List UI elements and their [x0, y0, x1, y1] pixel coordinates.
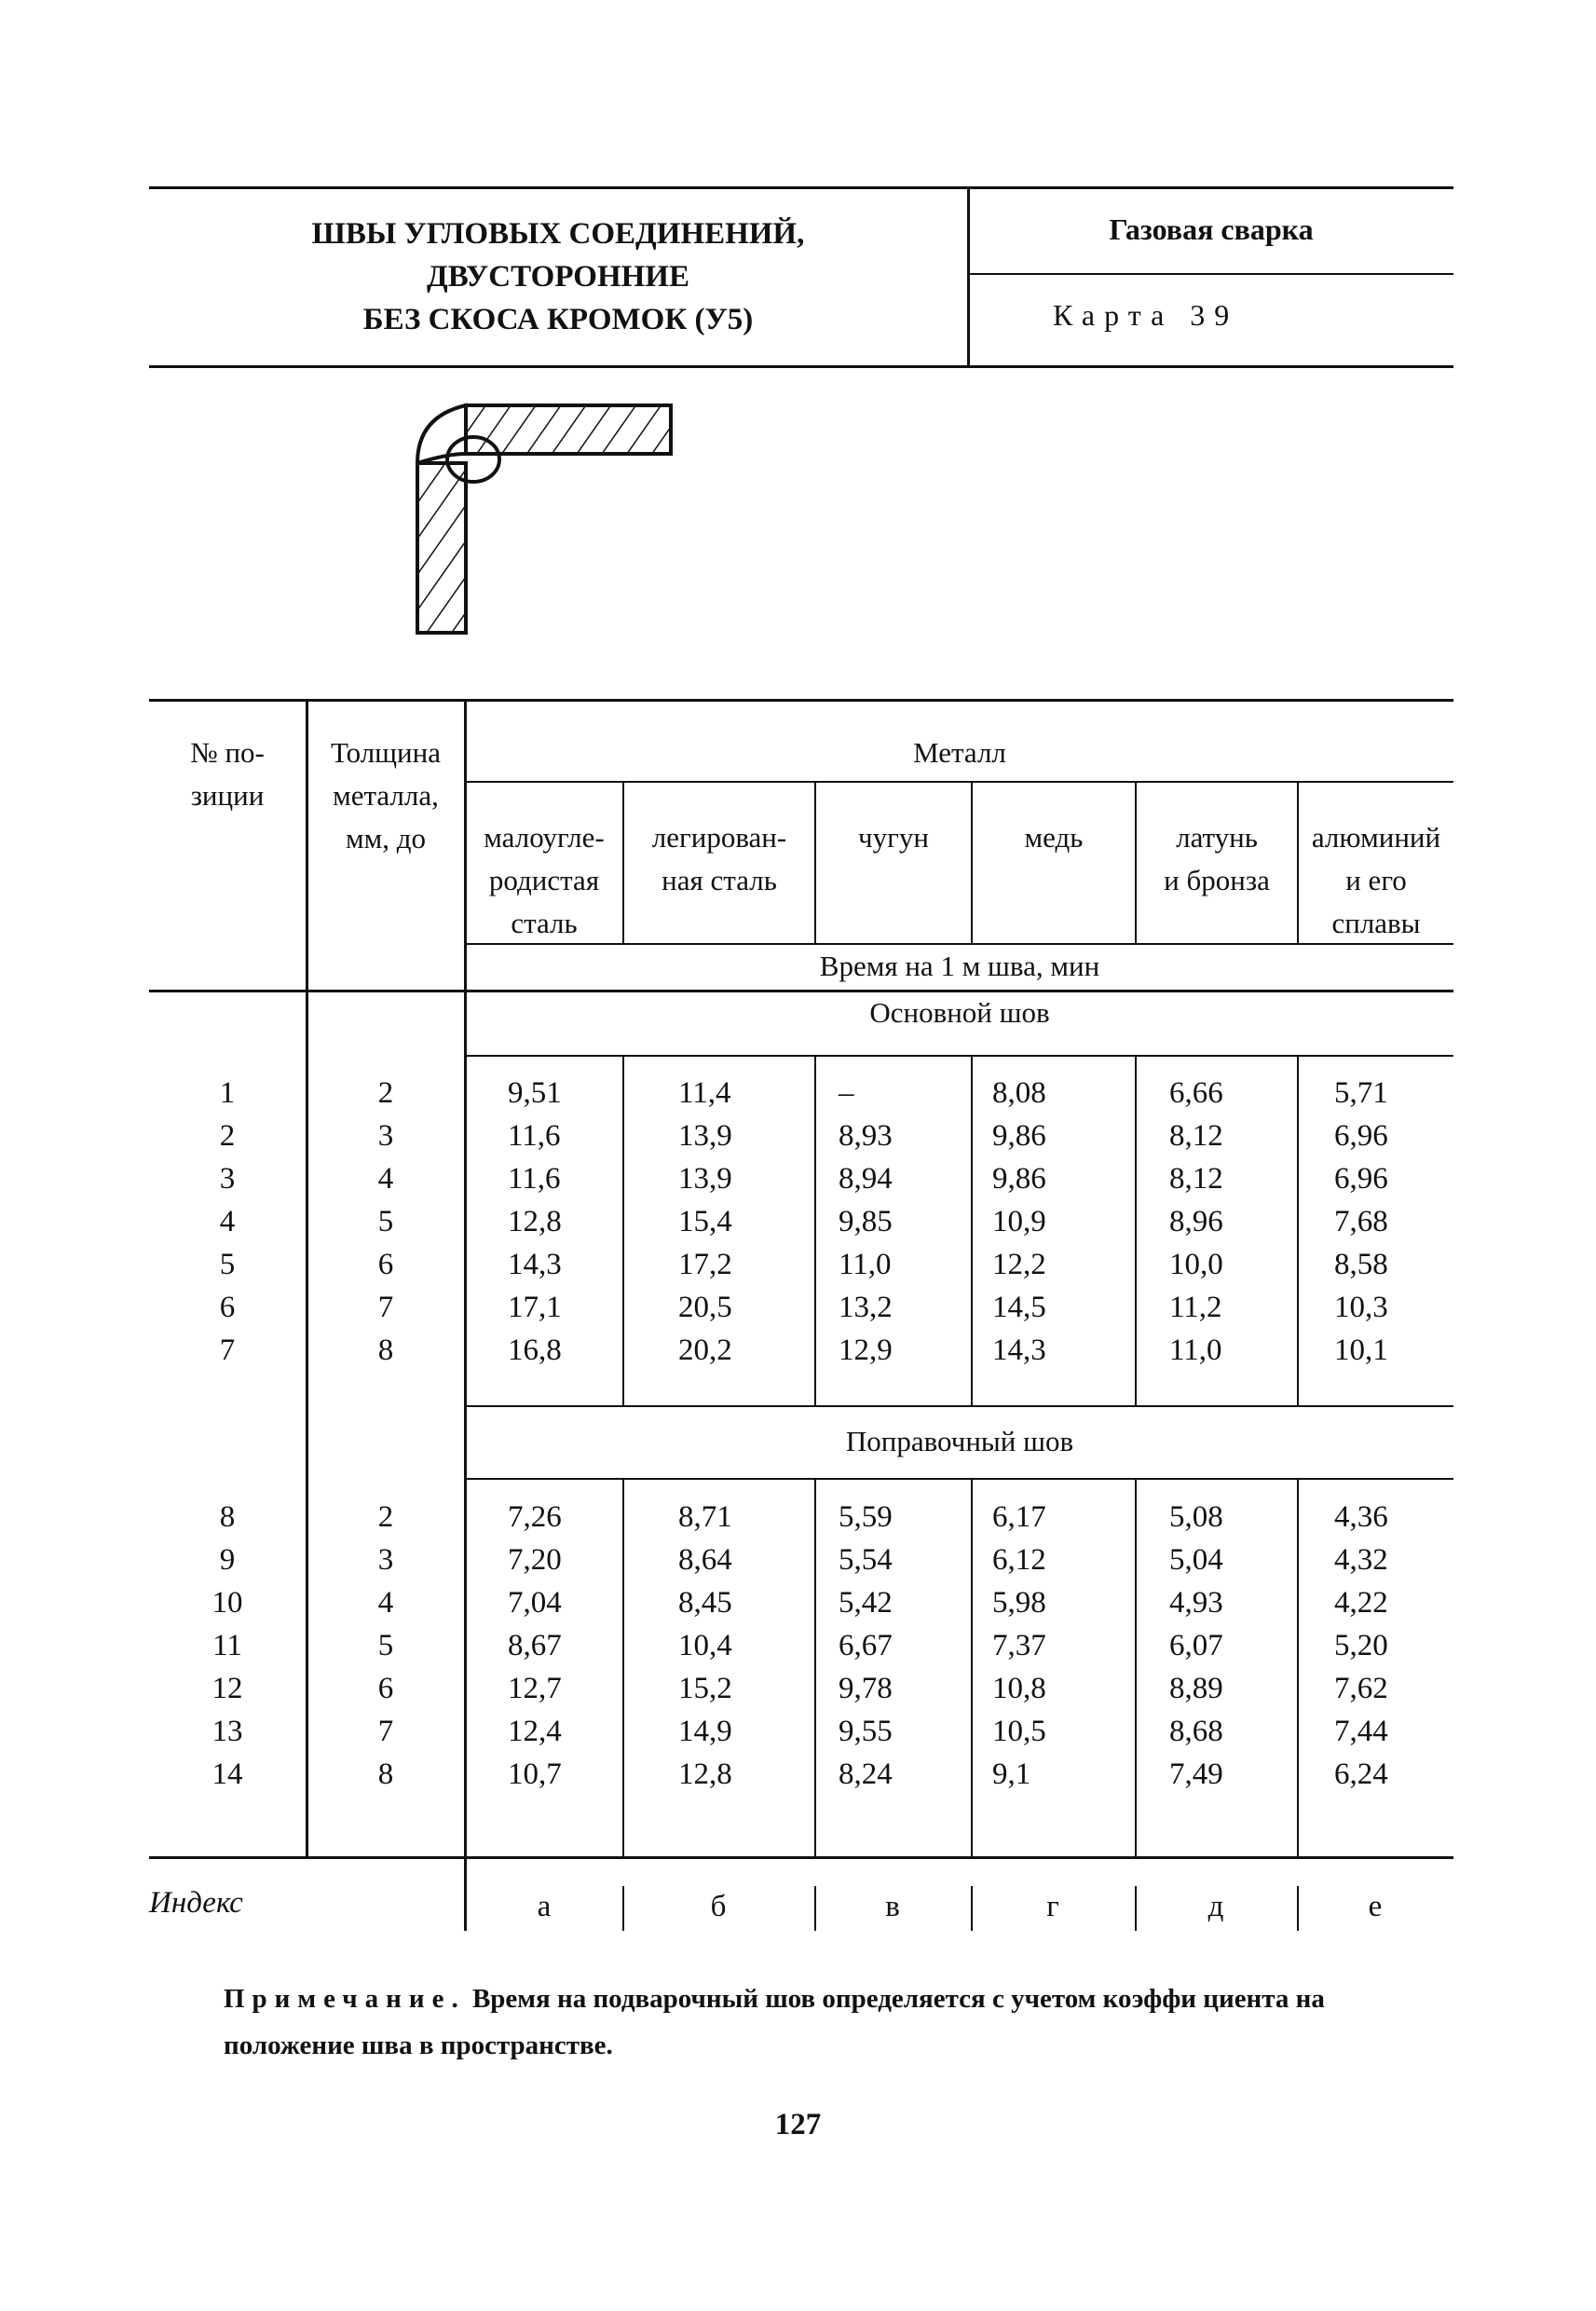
metal-line: медь [1024, 821, 1084, 854]
cell-value: 9,51 [508, 1076, 562, 1110]
cell-value: 13,2 [839, 1291, 893, 1324]
cell-value: 8,96 [1169, 1205, 1223, 1238]
col-divider [814, 781, 816, 943]
joint-diagram [391, 396, 689, 643]
cell-position: 7 [219, 1333, 236, 1367]
title-line: ШВЫ УГЛОВЫХ СОЕДИНЕНИЙ, [311, 217, 805, 251]
metal-line: ная сталь [662, 864, 777, 896]
cell-value: 8,93 [839, 1119, 893, 1153]
cell-value: 7,20 [508, 1543, 562, 1577]
cell-value: 8,89 [1169, 1672, 1223, 1705]
cell-value: 14,3 [508, 1248, 562, 1281]
col-divider [1135, 1478, 1137, 1856]
metal-header [624, 816, 814, 902]
cell-value: 5,98 [992, 1586, 1046, 1620]
table-top-rule [149, 699, 1453, 702]
cell-value: 11,2 [1169, 1291, 1222, 1324]
cell-thickness: 7 [377, 1291, 394, 1324]
cell-value: 8,45 [678, 1586, 732, 1620]
metal-header [1299, 816, 1453, 945]
cell-value: 7,44 [1334, 1715, 1388, 1748]
cell-value: 6,96 [1334, 1119, 1388, 1153]
cell-thickness: 6 [377, 1248, 394, 1281]
cell-position: 14 [211, 1757, 243, 1791]
outer-weld [417, 405, 466, 463]
cell-position: 4 [219, 1205, 236, 1238]
cell-value: 6,12 [992, 1543, 1046, 1577]
cell-value: 6,17 [992, 1500, 1046, 1534]
cell-position: 5 [219, 1248, 236, 1281]
title-line: БЕЗ СКОСА КРОМОК (У5) [362, 303, 754, 336]
cell-value: 12,8 [678, 1757, 732, 1791]
cell-value: 11,6 [508, 1119, 561, 1153]
col-divider [971, 1478, 973, 1856]
cell-value: 8,24 [839, 1757, 893, 1791]
col-divider [1297, 1055, 1299, 1405]
metal-line: родистая [488, 864, 600, 896]
cell-value: 14,5 [992, 1291, 1046, 1324]
cell-thickness: 3 [377, 1543, 394, 1577]
cell-value: 8,67 [508, 1629, 562, 1662]
cell-position: 11 [212, 1629, 242, 1662]
metal-line: чугун [858, 821, 929, 854]
cell-value: 8,12 [1169, 1119, 1223, 1153]
cell-value: 10,0 [1169, 1248, 1223, 1281]
cell-value: 10,9 [992, 1205, 1046, 1238]
col-header-line: зиции [190, 779, 265, 812]
cell-position: 2 [219, 1119, 236, 1153]
card-number: Карта 39 [1053, 298, 1239, 332]
col-divider [971, 781, 973, 943]
cell-value: 4,32 [1334, 1543, 1388, 1577]
cell-value: 20,5 [678, 1291, 732, 1324]
cell-value: 13,9 [678, 1119, 732, 1153]
cell-value: 15,2 [678, 1672, 732, 1705]
cell-position: 13 [211, 1715, 243, 1748]
header-bottom-rule [149, 365, 1453, 368]
cell-value: 17,2 [678, 1248, 732, 1281]
cell-value: 9,86 [992, 1119, 1046, 1153]
note-text: Время на подварочный шов определяется с учетом коэффи циента на положение шва в пространстве. [224, 1984, 1325, 2060]
cell-value: 4,22 [1334, 1586, 1388, 1620]
col-header-line: Толщина [331, 736, 441, 769]
cell-value: 17,1 [508, 1291, 562, 1324]
page-title [149, 212, 967, 341]
index-divider [622, 1886, 624, 1931]
vertical-plate [417, 463, 466, 633]
cell-value: 10,1 [1334, 1333, 1388, 1367]
index-divider [971, 1886, 973, 1931]
cell-value: 10,3 [1334, 1291, 1388, 1324]
metal-header [973, 816, 1135, 859]
index-divider [814, 1886, 816, 1931]
cell-thickness: 2 [377, 1076, 394, 1110]
cell-value: 8,94 [839, 1162, 893, 1196]
header-right-divider [969, 273, 1453, 275]
cell-thickness: 2 [377, 1500, 394, 1534]
cell-value: – [839, 1076, 854, 1110]
cell-value: 9,78 [839, 1672, 893, 1705]
cell-value: 12,8 [508, 1205, 562, 1238]
cell-value: 7,26 [508, 1500, 562, 1534]
cell-value: 11,6 [508, 1162, 561, 1196]
cell-value: 15,4 [678, 1205, 732, 1238]
cell-value: 12,9 [839, 1333, 893, 1367]
metal-header [1137, 816, 1297, 902]
col-divider [1135, 1055, 1137, 1405]
metal-line: латунь [1176, 821, 1258, 854]
index-letter: а [537, 1890, 552, 1923]
col-header-line: мм, до [345, 822, 426, 855]
cell-value: 9,55 [839, 1715, 893, 1748]
index-letter: д [1207, 1890, 1224, 1923]
cell-thickness: 4 [377, 1162, 394, 1196]
index-letter: б [710, 1890, 727, 1923]
cell-value: 9,86 [992, 1162, 1046, 1196]
cell-value: 6,96 [1334, 1162, 1388, 1196]
cell-value: 14,3 [992, 1333, 1046, 1367]
col-divider [1297, 1478, 1299, 1856]
cell-position: 12 [211, 1672, 243, 1705]
cell-value: 8,08 [992, 1076, 1046, 1110]
cell-thickness: 7 [377, 1715, 394, 1748]
section1-rule [466, 1055, 1453, 1057]
cell-position: 8 [219, 1500, 236, 1534]
index-letter: г [1046, 1890, 1059, 1923]
cell-value: 6,07 [1169, 1629, 1223, 1662]
cell-thickness: 6 [377, 1672, 394, 1705]
cell-position: 6 [219, 1291, 236, 1324]
section2-rule [466, 1478, 1453, 1480]
metal-line: и его [1345, 864, 1407, 896]
cell-value: 7,04 [508, 1586, 562, 1620]
col-divider [622, 1055, 624, 1405]
cell-value: 6,66 [1169, 1076, 1223, 1110]
cell-value: 7,62 [1334, 1672, 1388, 1705]
cell-thickness: 5 [377, 1205, 394, 1238]
cell-thickness: 3 [377, 1119, 394, 1153]
title-line: ДВУСТОРОННИЕ [427, 260, 689, 294]
cell-value: 8,58 [1334, 1248, 1388, 1281]
cell-value: 11,0 [1169, 1333, 1222, 1367]
index-divider [1297, 1886, 1299, 1931]
cell-position: 10 [211, 1586, 243, 1620]
cell-value: 13,9 [678, 1162, 732, 1196]
method-label: Газовая сварка [1109, 212, 1314, 246]
section-title: Поправочный шов [845, 1425, 1074, 1457]
cell-value: 9,85 [839, 1205, 893, 1238]
cell-value: 5,71 [1334, 1076, 1388, 1110]
index-letter: е [1368, 1890, 1383, 1923]
note [224, 1976, 1453, 2069]
section2-top-rule [466, 1405, 1453, 1407]
index-label: Индекс [149, 1886, 243, 1920]
table-bottom-rule [149, 1856, 1453, 1859]
cell-value: 8,71 [678, 1500, 732, 1534]
header-top-rule [149, 186, 1453, 189]
metal-header [466, 816, 622, 945]
cell-value: 6,67 [839, 1629, 893, 1662]
cell-value: 7,68 [1334, 1205, 1388, 1238]
col-divider [971, 1055, 973, 1405]
cell-thickness: 5 [377, 1629, 394, 1662]
cell-value: 7,49 [1169, 1757, 1223, 1791]
col-header-line: металла, [333, 779, 439, 812]
metal-line: и бронза [1164, 864, 1270, 896]
cell-value: 5,04 [1169, 1543, 1223, 1577]
cell-value: 8,64 [678, 1543, 732, 1577]
cell-value: 8,68 [1169, 1715, 1223, 1748]
cell-value: 12,2 [992, 1248, 1046, 1281]
page-number: 127 [774, 2108, 822, 2141]
metal-line: сплавы [1331, 907, 1421, 939]
section-title: Основной шов [869, 996, 1050, 1029]
cell-value: 5,08 [1169, 1500, 1223, 1534]
cell-value: 16,8 [508, 1333, 562, 1367]
cell-value: 5,59 [839, 1500, 893, 1534]
cell-value: 4,93 [1169, 1586, 1223, 1620]
metal-header [816, 816, 971, 859]
cell-value: 5,54 [839, 1543, 893, 1577]
metal-line: алюминий [1311, 821, 1441, 854]
metal-line: сталь [511, 907, 578, 939]
time-header: Время на 1 м шва, мин [819, 950, 1100, 982]
col-header-metal: Металл [913, 736, 1006, 769]
col-header-line: № по- [190, 736, 265, 769]
cell-value: 10,4 [678, 1629, 732, 1662]
cell-value: 4,36 [1334, 1500, 1388, 1534]
cell-thickness: 8 [377, 1757, 394, 1791]
col-divider [814, 1055, 816, 1405]
metal-line: малоугле- [484, 821, 605, 854]
cell-thickness: 8 [377, 1333, 394, 1367]
cell-value: 10,8 [992, 1672, 1046, 1705]
cell-position: 3 [219, 1162, 236, 1196]
col-header-thickness [307, 732, 464, 860]
col-divider [814, 1478, 816, 1856]
cell-value: 10,5 [992, 1715, 1046, 1748]
cell-value: 20,2 [678, 1333, 732, 1367]
cell-value: 5,42 [839, 1586, 893, 1620]
index-divider [1135, 1886, 1137, 1931]
cell-value: 5,20 [1334, 1629, 1388, 1662]
cell-value: 14,9 [678, 1715, 732, 1748]
cell-position: 9 [219, 1543, 236, 1577]
index-letter: в [885, 1890, 900, 1923]
cell-value: 7,37 [992, 1629, 1046, 1662]
cell-value: 10,7 [508, 1757, 562, 1791]
col-divider [622, 1478, 624, 1856]
col-header-position [149, 732, 306, 817]
cell-value: 12,4 [508, 1715, 562, 1748]
cell-value: 9,1 [992, 1757, 1031, 1791]
metal-rule [466, 781, 1453, 783]
metal-line: легирован- [651, 821, 787, 854]
cell-value: 11,4 [678, 1076, 731, 1110]
cell-value: 8,12 [1169, 1162, 1223, 1196]
cell-value: 11,0 [839, 1248, 892, 1281]
cell-value: 12,7 [508, 1672, 562, 1705]
cell-thickness: 4 [377, 1586, 394, 1620]
note-label: Примечание. [224, 1984, 466, 2014]
cell-value: 6,24 [1334, 1757, 1388, 1791]
cell-position: 1 [219, 1076, 236, 1110]
